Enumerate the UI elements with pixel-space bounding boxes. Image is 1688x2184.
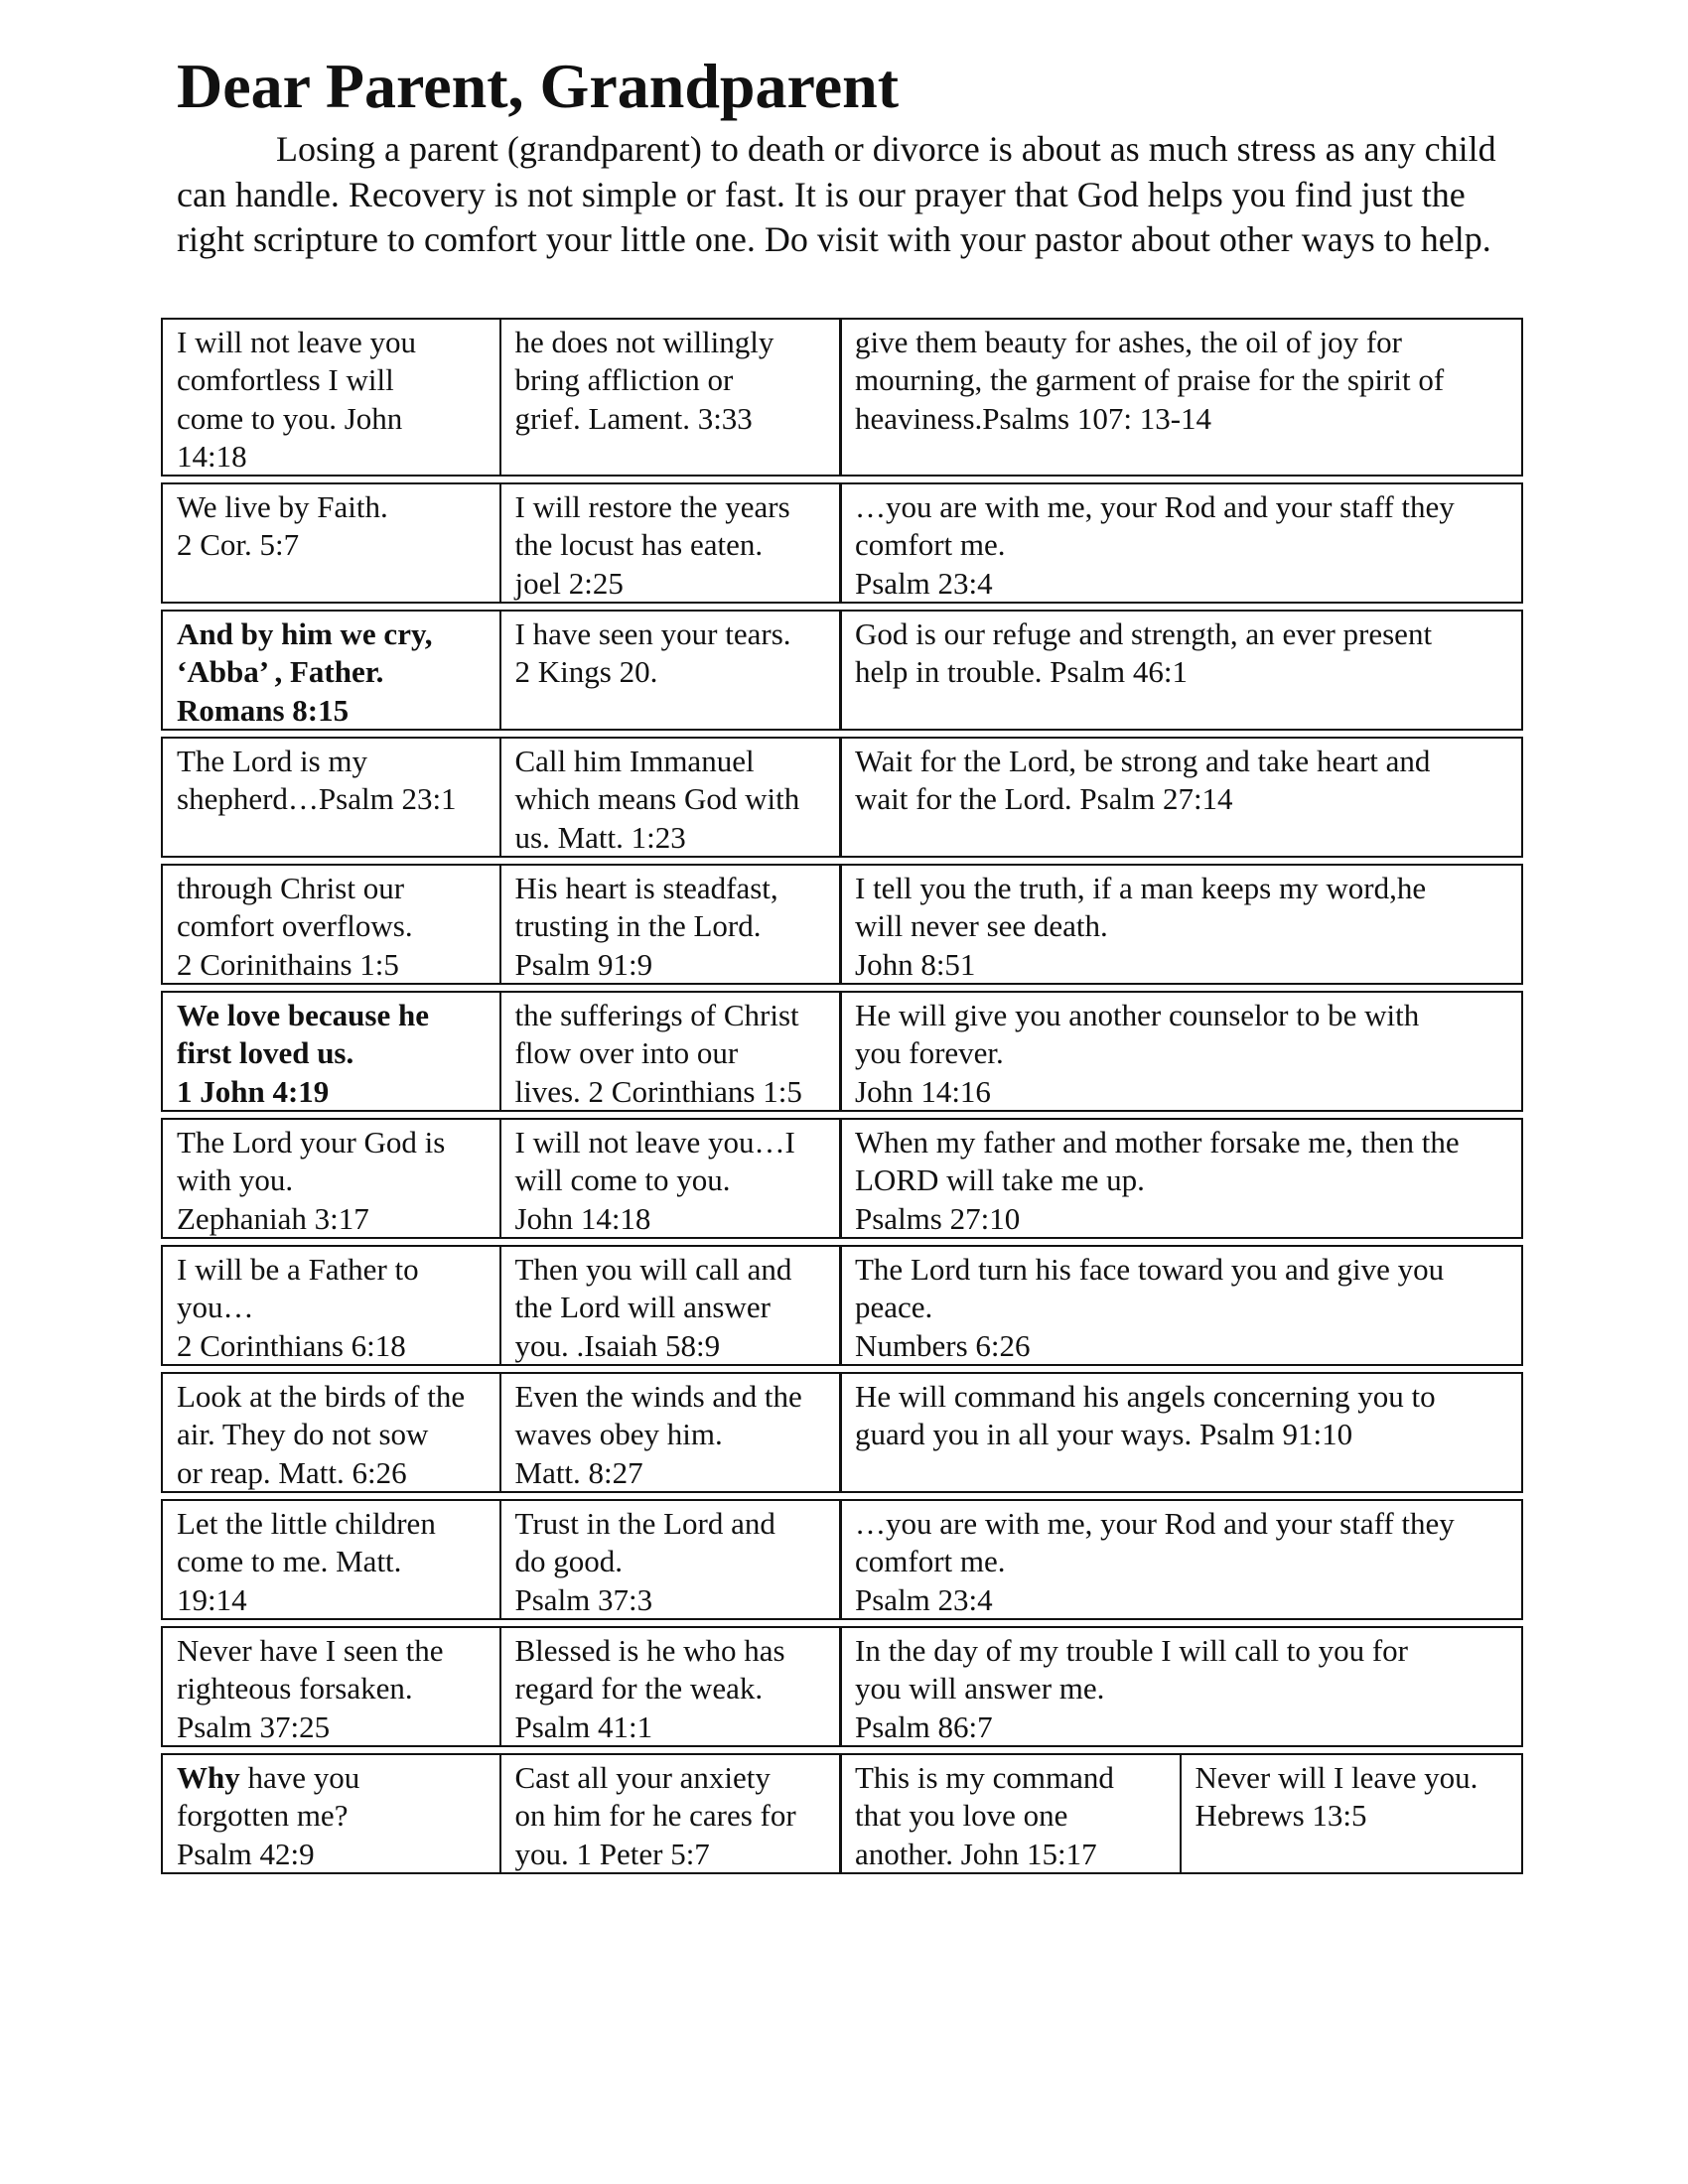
card-row [161, 482, 1523, 604]
scripture-card: The Lord is my shepherd…Psalm 23:1 [161, 737, 501, 858]
scripture-card: The Lord turn his face toward you and give you peace. Numbers 6:26 [839, 1245, 1523, 1366]
scripture-card: God is our refuge and strength, an ever present help in trouble. Psalm 46:1 [839, 610, 1523, 731]
scripture-card: Let the little children come to me. Matt. 19:14 [161, 1499, 501, 1620]
scripture-card: We love because he first loved us. 1 John 4:19 [161, 991, 501, 1112]
card-row [161, 737, 1523, 858]
scripture-card: Trust in the Lord and do good. Psalm 37:3 [499, 1499, 842, 1620]
card-row [161, 318, 1523, 477]
scripture-card: Look at the birds of the air. They do not sow or reap. Matt. 6:26 [161, 1372, 501, 1493]
scripture-card: I tell you the truth, if a man keeps my word,he will never see death. John 8:51 [839, 864, 1523, 985]
card-text: have you forgotten me? Psalm 42:9 [177, 1760, 360, 1871]
scripture-card: Blessed is he who has regard for the weak. Psalm 41:1 [499, 1626, 842, 1747]
card-row [161, 1245, 1523, 1366]
card-row [161, 1499, 1523, 1620]
scripture-card: …you are with me, your Rod and your staff they comfort me. Psalm 23:4 [839, 1499, 1523, 1620]
scripture-card: In the day of my trouble I will call to you for you will answer me. Psalm 86:7 [839, 1626, 1523, 1747]
scripture-card: When my father and mother forsake me, then the LORD will take me up. Psalms 27:10 [839, 1118, 1523, 1239]
scripture-card: Call him Immanuel which means God with us. Matt. 1:23 [499, 737, 842, 858]
scripture-card-grid [161, 318, 1523, 1880]
scripture-card: Never have I seen the righteous forsaken. Psalm 37:25 [161, 1626, 501, 1747]
scripture-card: Never will I leave you. Hebrews 13:5 [1180, 1753, 1523, 1874]
intro-paragraph: Losing a parent (grandparent) to death or divorce is about as much stress as any child can handle. Recovery is not simple or fast. It is our prayer that God helps you find just the right scripture to comfort your little one. Do visit with your pastor about other ways to help. [177, 129, 1496, 259]
page-title: Dear Parent, Grandparent [177, 51, 900, 121]
card-bold-word: Why [177, 1760, 240, 1795]
card-row [161, 1626, 1523, 1747]
card-row [161, 610, 1523, 731]
scripture-card: I will be a Father to you… 2 Corinthians 6:18 [161, 1245, 501, 1366]
scripture-card: I will restore the years the locust has eaten. joel 2:25 [499, 482, 842, 604]
scripture-card: And by him we cry, ‘Abba’ , Father. Romans 8:15 [161, 610, 501, 731]
scripture-card: the sufferings of Christ flow over into our lives. 2 Corinthians 1:5 [499, 991, 842, 1112]
scripture-card: I have seen your tears. 2 Kings 20. [499, 610, 842, 731]
scripture-card: give them beauty for ashes, the oil of joy for mourning, the garment of praise for the spirit of heaviness.Psalms 107: 13-14 [839, 318, 1523, 477]
scripture-card: Even the winds and the waves obey him. Matt. 8:27 [499, 1372, 842, 1493]
scripture-card: I will not leave you…I will come to you. John 14:18 [499, 1118, 842, 1239]
scripture-card: Then you will call and the Lord will answer you. .Isaiah 58:9 [499, 1245, 842, 1366]
scripture-card: His heart is steadfast, trusting in the Lord. Psalm 91:9 [499, 864, 842, 985]
scripture-card: We live by Faith. 2 Cor. 5:7 [161, 482, 501, 604]
scripture-card: Wait for the Lord, be strong and take heart and wait for the Lord. Psalm 27:14 [839, 737, 1523, 858]
scripture-card [161, 1753, 501, 1874]
scripture-card: Cast all your anxiety on him for he cares for you. 1 Peter 5:7 [499, 1753, 842, 1874]
card-row [161, 991, 1523, 1112]
scripture-card: This is my command that you love one another. John 15:17 [839, 1753, 1182, 1874]
scripture-card: I will not leave you comfortless I will come to you. John 14:18 [161, 318, 501, 477]
scripture-card: He will give you another counselor to be with you forever. John 14:16 [839, 991, 1523, 1112]
card-row [161, 1118, 1523, 1239]
card-row [161, 864, 1523, 985]
scripture-card: The Lord your God is with you. Zephaniah 3:17 [161, 1118, 501, 1239]
scripture-card: …you are with me, your Rod and your staff they comfort me. Psalm 23:4 [839, 482, 1523, 604]
card-row [161, 1372, 1523, 1493]
scripture-card: through Christ our comfort overflows. 2 Corinithains 1:5 [161, 864, 501, 985]
scripture-card: He will command his angels concerning you to guard you in all your ways. Psalm 91:10 [839, 1372, 1523, 1493]
card-row [161, 1753, 1523, 1874]
scripture-card: he does not willingly bring affliction or grief. Lament. 3:33 [499, 318, 842, 477]
